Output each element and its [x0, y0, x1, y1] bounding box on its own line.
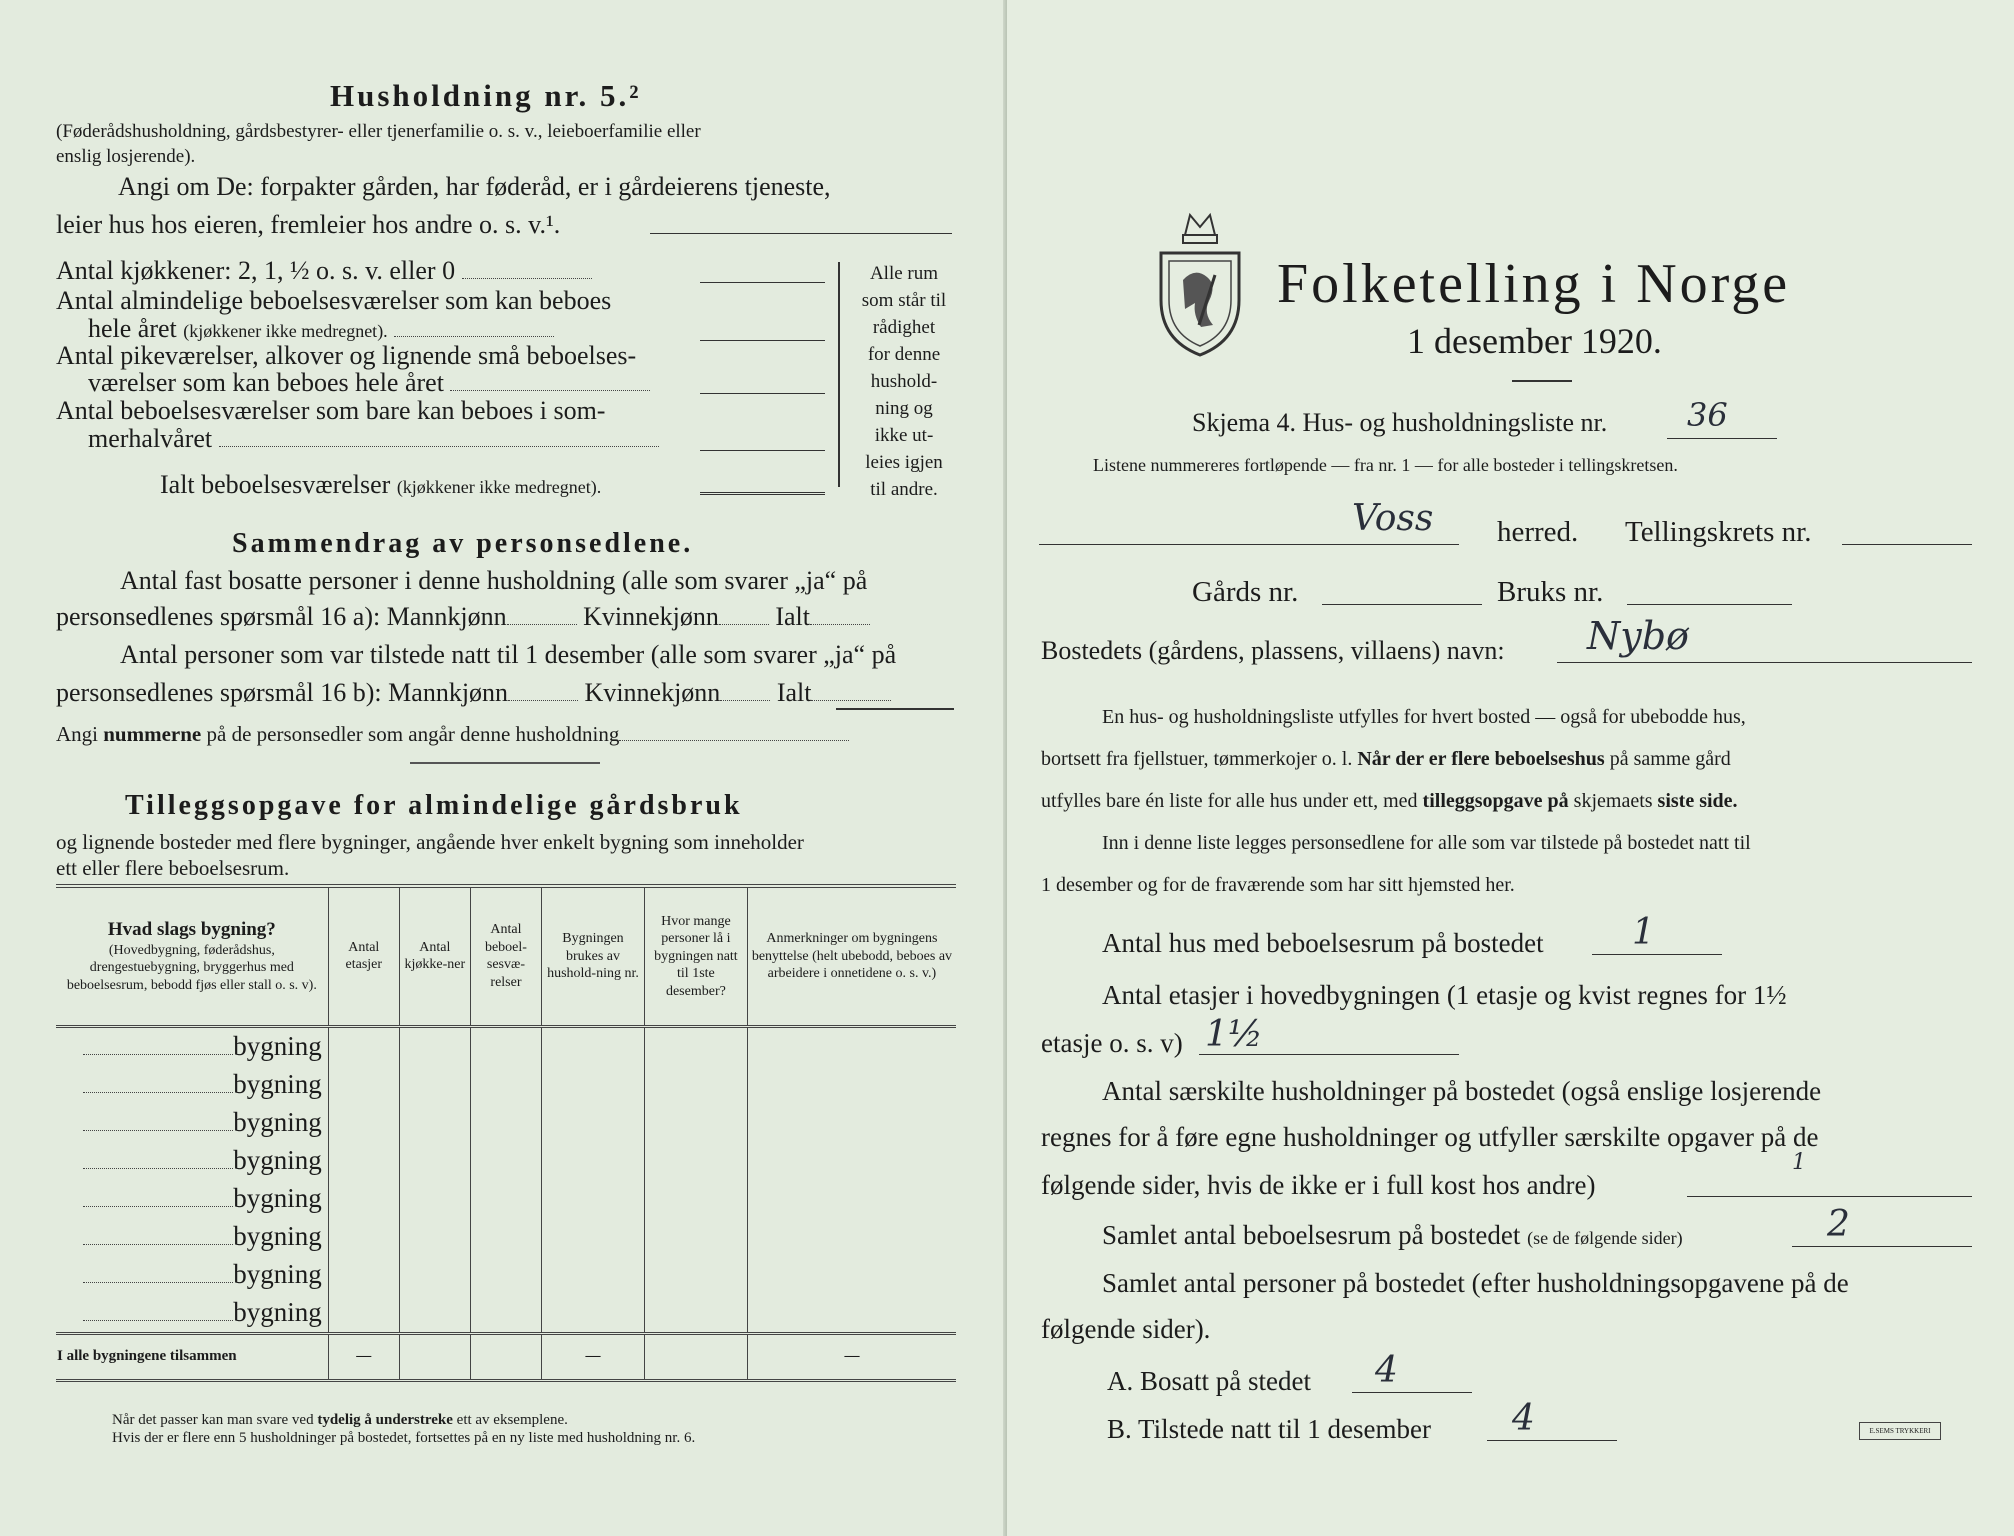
etasjer-line2: etasje o. s. v) [1041, 1028, 1183, 1058]
tillegg-line1: og lignende bosteder med flere bygninger, angående hver enkelt bygning som inneholder [56, 830, 804, 854]
table-row[interactable]: bygning [56, 1294, 956, 1334]
samlet-rum-value[interactable]: 2 [1827, 1204, 1850, 1245]
bruks-label: Bruks nr. [1497, 576, 1604, 608]
gards-label: Gårds nr. [1192, 576, 1299, 608]
bosatt-line [1352, 1392, 1472, 1393]
title-divider [1512, 380, 1572, 382]
col-beboelsesvaerelser: Antal beboel-sesvæ-relser [470, 886, 541, 1026]
skjema-label: Skjema 4. Hus- og husholdningsliste nr. [1192, 408, 1608, 437]
bruks-line[interactable] [1627, 604, 1792, 605]
samlet-pers-line2: følgende sider). [1041, 1314, 1211, 1344]
rooms-summer-b: merhalvåret [88, 424, 659, 454]
rooms-small-a: Antal pikeværelser, alkover og lignende små beboelses- [56, 341, 637, 370]
bosatt-value[interactable]: 4 [1375, 1350, 1398, 1391]
household-intro-line2: enslig losjerende). [56, 146, 196, 167]
sark-line2: regnes for å føre egne husholdninger og utfyller særskilte opgaver på de [1041, 1122, 1819, 1152]
small-answer[interactable] [700, 393, 825, 394]
table-row[interactable]: bygning [56, 1104, 956, 1142]
etasjer-value[interactable]: 1½ [1205, 1014, 1263, 1055]
rooms-kitchens: Antal kjøkkener: 2, 1, ½ o. s. v. eller 0 [56, 256, 592, 286]
printer-mark: E.SEMS TRYKKERI [1859, 1422, 1941, 1440]
sark-line3: følgende sider, hvis de ikke er i full kost hos andre) [1041, 1170, 1596, 1200]
instr-p5: 1 desember og for de fraværende som har sitt hjemsted her. [1041, 874, 1515, 896]
s2-line-a: Antal personer som var tilstede natt til 1 desember (alle som svarer „ja“ på [120, 640, 897, 669]
tillegg-title: Tilleggsopgave for almindelige gårdsbruk [125, 790, 743, 821]
side-bracket [838, 262, 848, 487]
s1-line-a: Antal fast bosatte personer i denne husholdning (alle som svarer „ja“ på [120, 566, 868, 595]
gards-line[interactable] [1322, 604, 1482, 605]
bosted-value[interactable]: Nybø [1587, 614, 1689, 658]
kitchens-answer[interactable] [700, 282, 825, 283]
instr-p2: bortsett fra fjellstuer, tømmerkojer o. l. Når der er flere beboelseshus på samme gård [1041, 748, 1731, 770]
tellingskrets-label: Tellingskrets nr. [1625, 516, 1812, 548]
col-brukes-av: Bygningen brukes av hushold-ning nr. [542, 886, 645, 1026]
norway-coat-of-arms-icon [1155, 205, 1245, 360]
tilstede-line [1487, 1440, 1617, 1441]
instr-p1: En hus- og husholdningsliste utfylles for hvert bosted — også for ubebodde hus, [1102, 706, 1746, 728]
tilstede-value[interactable]: 4 [1512, 1398, 1535, 1439]
sark-answer-line [1687, 1196, 1972, 1197]
total-dash-etasjer: — [328, 1333, 399, 1380]
angi-line1: Angi om De: forpakter gården, har føderåd, er i gårdeierens tjeneste, [118, 172, 831, 201]
rooms-ordinary-b: hele året (kjøkkener ikke medregnet). [88, 314, 554, 344]
household-intro-line1: (Føderådshusholdning, gårdsbestyrer- eller tjenerfamilie o. s. v., leieboerfamilie eller [56, 121, 701, 142]
buildings-table-header [56, 886, 956, 1026]
table-row[interactable]: bygning [56, 1256, 956, 1294]
total-row-label: I alle bygningene tilsammen [56, 1333, 328, 1380]
table-row[interactable]: bygning [56, 1142, 956, 1180]
form-date: 1 desember 1920. [1407, 321, 1662, 361]
instr-p3: utfylles bare én liste for alle hus under ett, med tilleggsopgave på skjemaets siste side. [1041, 790, 1738, 812]
bosted-label: Bostedets (gårdens, plassens, villaens) navn: [1041, 636, 1505, 665]
table-row[interactable]: bygning [56, 1026, 956, 1066]
listene-note: Listene nummereres fortløpende — fra nr. 1 — for alle bosteder i tellingskretsen. [1093, 455, 1678, 475]
buildings-table [56, 884, 956, 1382]
s2-line-b: personsedlenes spørsmål 16 b): Mannkjønn Kvinnekjønn Ialt [56, 678, 891, 708]
angi-line2: leier hus hos eieren, fremleier hos andre o. s. v.¹. [56, 210, 561, 239]
summer-answer[interactable] [700, 450, 825, 451]
hus-value[interactable]: 1 [1632, 912, 1655, 953]
tilstede-label: B. Tilstede natt til 1 desember [1107, 1414, 1431, 1444]
rooms-ordinary-a: Antal almindelige beboelsesværelser som kan beboes [56, 286, 612, 315]
samlet-rum: Samlet antal beboelsesrum på bostedet (se de følgende sider) [1102, 1220, 1683, 1250]
section-divider [410, 762, 600, 764]
rooms-summer-a: Antal beboelsesværelser som bare kan beboes i som- [56, 396, 606, 425]
footnote-1: Når det passer kan man svare ved tydelig å understreke ett av eksemplene. [112, 1412, 568, 1428]
form-title: Folketelling i Norge [1277, 253, 1791, 315]
rooms-total-answer[interactable] [700, 492, 825, 495]
skjema-line [1667, 438, 1777, 439]
instr-p4: Inn i denne liste legges personsedlene for alle som var tilstede på bostedet natt til [1102, 832, 1751, 854]
hus-line [1592, 954, 1722, 955]
sark-line1: Antal særskilte husholdninger på bostedet (også enslige losjerende [1102, 1076, 1822, 1106]
tellingskrets-line[interactable] [1842, 544, 1972, 545]
right-page [1007, 0, 2014, 1536]
table-row[interactable]: bygning [56, 1180, 956, 1218]
bosatt-label: A. Bosatt på stedet [1107, 1366, 1311, 1396]
household-title: Husholdning nr. 5.² [330, 78, 642, 113]
col-anmerkninger: Anmerkninger om bygningens benyttelse (helt ubebodd, beboes av arbeidere i onnetidene o. s. v.) [747, 886, 956, 1026]
angi-nummerne: Angi nummerne på de personsedler som angår denne husholdning [56, 722, 849, 747]
samlet-pers-line1: Samlet antal personer på bostedet (efter husholdningsopgavene på de [1102, 1268, 1849, 1298]
footnote-2: Hvis der er flere enn 5 husholdninger på bostedet, fortsettes på en ny liste med husholdning nr. 6. [112, 1430, 696, 1446]
total-dash-husholdning: — [542, 1333, 645, 1380]
table-row[interactable]: bygning [56, 1218, 956, 1256]
herred-value[interactable]: Voss [1352, 498, 1434, 539]
col-building-type: Hvad slags bygning? (Hovedbygning, føderådshus, drengestuebygning, bryggerhus med beboelsesrum, bebodd fjøs eller stall o. s. v). [56, 886, 328, 1026]
samlet-rum-line [1792, 1246, 1972, 1247]
s2-ialt-underline [836, 708, 954, 710]
total-row [56, 1333, 956, 1380]
rooms-small-b: værelser som kan beboes hele året [88, 368, 650, 398]
rooms-total: Ialt beboelsesværelser (kjøkkener ikke medregnet). [160, 470, 602, 499]
ordinary-answer[interactable] [700, 340, 825, 341]
etasjer-line1: Antal etasjer i hovedbygningen (1 etasje og kvist regnes for 1½ [1102, 980, 1787, 1010]
side-note: Alle rum som står til rådighet for denne hushold- ning og ikke ut- leies igjen til andre. [861, 263, 947, 500]
herred-label: herred. [1497, 516, 1579, 548]
bosted-line [1557, 662, 1972, 663]
sammendrag-title: Sammendrag av personsedlene. [232, 528, 694, 559]
col-personer: Hvor mange personer lå i bygningen natt til 1ste desember? [644, 886, 747, 1026]
col-kjokkener: Antal kjøkke-ner [399, 886, 470, 1026]
tillegg-line2: ett eller flere beboelsesrum. [56, 856, 290, 880]
angi-answer-line[interactable] [650, 233, 952, 234]
table-row[interactable]: bygning [56, 1066, 956, 1104]
herred-line [1039, 544, 1459, 545]
total-dash-anmerkninger: — [747, 1333, 956, 1380]
hus-label: Antal hus med beboelsesrum på bostedet [1102, 928, 1544, 958]
skjema-value[interactable]: 36 [1687, 396, 1728, 434]
col-etasjer: Antal etasjer [328, 886, 399, 1026]
s1-line-b: personsedlenes spørsmål 16 a): Mannkjønn Kvinnekjønn Ialt [56, 602, 870, 632]
sark-value[interactable]: 1 [1792, 1150, 1806, 1175]
